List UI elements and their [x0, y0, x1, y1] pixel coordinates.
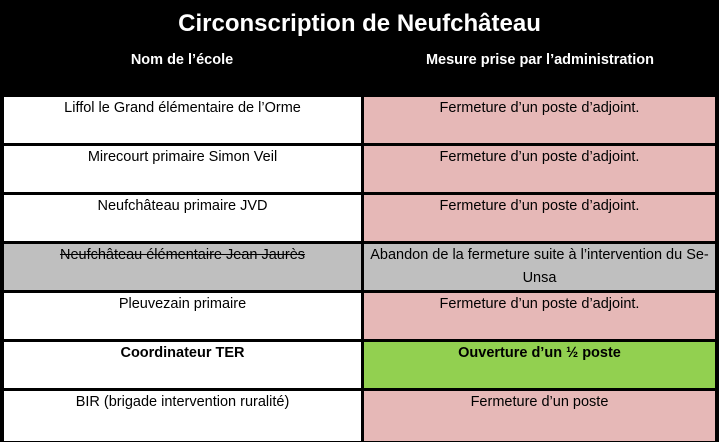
measure-cell: Abandon de la fermeture suite à l’intervention du Se-Unsa: [364, 244, 715, 290]
column-header-school: Nom de l’école: [2, 47, 362, 95]
school-cell: Pleuvezain primaire: [4, 293, 361, 339]
column-header-measure: Mesure prise par l’administration: [363, 47, 717, 95]
measure-cell: Fermeture d’un poste d’adjoint.: [364, 146, 715, 192]
table-row: [0, 292, 719, 339]
school-cell-struck: Neufchâteau élémentaire Jean Jaurès: [4, 244, 361, 290]
measure-cell: Ouverture d’un ½ poste: [364, 342, 715, 388]
table-row: [0, 194, 719, 241]
table-row: [0, 341, 719, 388]
school-cell: Coordinateur TER: [4, 342, 361, 388]
table-title: Circonscription de Neufchâteau: [2, 2, 717, 46]
measure-cell: Fermeture d’un poste: [364, 391, 715, 441]
school-cell: BIR (brigade intervention ruralité): [4, 391, 361, 441]
table-row: [0, 145, 719, 192]
measure-cell: Fermeture d’un poste d’adjoint.: [364, 293, 715, 339]
school-cell: Liffol le Grand élémentaire de l’Orme: [4, 97, 361, 143]
table-row: [0, 96, 719, 143]
measure-cell: Fermeture d’un poste d’adjoint.: [364, 97, 715, 143]
table-row: [0, 390, 719, 442]
table-row: [0, 243, 719, 290]
school-cell: Mirecourt primaire Simon Veil: [4, 146, 361, 192]
school-cell: Neufchâteau primaire JVD: [4, 195, 361, 241]
measure-cell: Fermeture d’un poste d’adjoint.: [364, 195, 715, 241]
